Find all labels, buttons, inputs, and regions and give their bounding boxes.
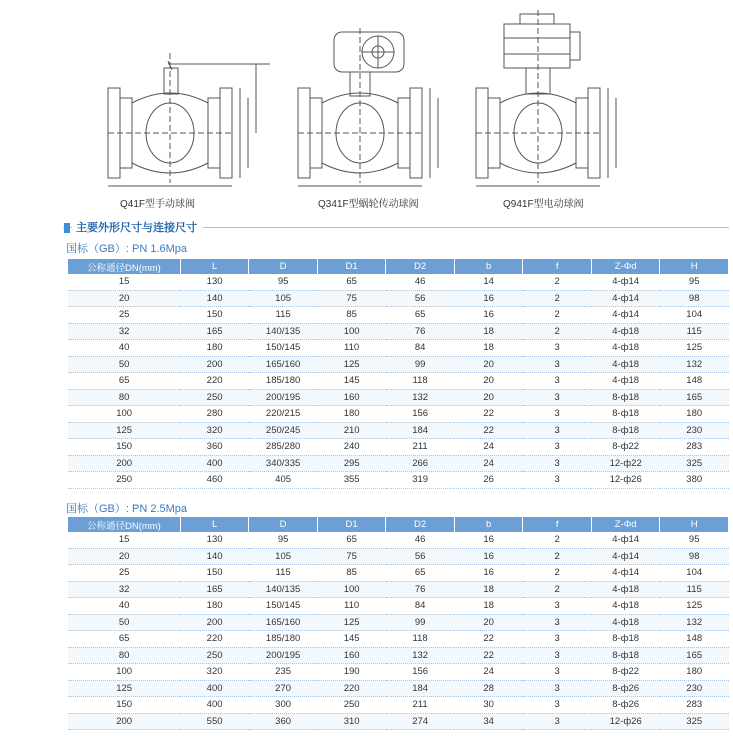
table-cell: 2 (523, 290, 592, 307)
column-header: b (454, 517, 523, 532)
table-cell: 3 (523, 664, 592, 681)
column-header: b (454, 259, 523, 274)
table-cell: 400 (180, 455, 249, 472)
table-cell: 50 (68, 356, 180, 373)
table-cell: 165 (180, 323, 249, 340)
table-row (68, 680, 729, 697)
table-row (68, 290, 729, 307)
table-cell: 98 (660, 290, 729, 307)
table-cell: 65 (317, 532, 386, 548)
table-cell: 2 (523, 307, 592, 324)
column-header: H (660, 517, 729, 532)
table-cell: 280 (180, 406, 249, 423)
table-cell: 65 (68, 373, 180, 390)
table-cell: 4-ф18 (591, 323, 660, 340)
column-header: D (249, 517, 318, 532)
column-header: L (180, 517, 249, 532)
table-cell: 4-ф14 (591, 532, 660, 548)
table-cell: 104 (660, 565, 729, 582)
table-row (68, 373, 729, 390)
table-cell: 190 (317, 664, 386, 681)
table-cell: 15 (68, 532, 180, 548)
table-cell: 3 (523, 439, 592, 456)
table-cell: 16 (454, 548, 523, 565)
table-cell: 132 (386, 389, 455, 406)
table-cell: 4-ф18 (591, 581, 660, 598)
figure-caption-worm-gear: Q341F型蜗轮传动球阀 (318, 199, 419, 210)
table-cell: 18 (454, 598, 523, 615)
table-cell: 8-ф18 (591, 389, 660, 406)
table-cell: 184 (386, 680, 455, 697)
table-cell: 26 (454, 472, 523, 489)
table-row (68, 713, 729, 730)
table-row (68, 274, 729, 290)
column-header: Z-Φd (591, 259, 660, 274)
table-cell: 360 (180, 439, 249, 456)
table-cell: 100 (68, 406, 180, 423)
table-cell: 165/160 (249, 614, 318, 631)
table-cell: 211 (386, 439, 455, 456)
table-cell: 8-ф18 (591, 406, 660, 423)
table-cell: 266 (386, 455, 455, 472)
worm-gear-ball-valve-drawing (290, 8, 450, 193)
table-cell: 8-ф26 (591, 697, 660, 714)
table-cell: 4-ф14 (591, 565, 660, 582)
table-cell: 104 (660, 307, 729, 324)
table-cell: 180 (180, 598, 249, 615)
table-cell: 18 (454, 323, 523, 340)
table-cell: 250/245 (249, 422, 318, 439)
table-cell: 132 (660, 356, 729, 373)
table-cell: 200 (180, 614, 249, 631)
table-cell: 132 (386, 647, 455, 664)
table-cell: 200 (180, 356, 249, 373)
table-cell: 65 (386, 307, 455, 324)
table-cell: 20 (68, 290, 180, 307)
table-row (68, 307, 729, 324)
table-cell: 220 (180, 373, 249, 390)
table-cell: 8-ф18 (591, 422, 660, 439)
table-cell: 56 (386, 548, 455, 565)
table-cell: 320 (180, 664, 249, 681)
table-cell: 118 (386, 631, 455, 648)
table-cell: 18 (454, 340, 523, 357)
table-cell: 22 (454, 631, 523, 648)
table-cell: 85 (317, 565, 386, 582)
column-header: L (180, 259, 249, 274)
table-cell: 285/280 (249, 439, 318, 456)
table-cell: 84 (386, 340, 455, 357)
table-cell: 20 (454, 389, 523, 406)
table-cell: 3 (523, 472, 592, 489)
table-cell: 3 (523, 598, 592, 615)
table-cell: 3 (523, 455, 592, 472)
table-cell: 3 (523, 697, 592, 714)
table-cell: 4-ф18 (591, 614, 660, 631)
table-cell: 150/145 (249, 340, 318, 357)
table-cell: 24 (454, 439, 523, 456)
column-header: 公称通径DN(mm) (68, 259, 180, 274)
table-cell: 3 (523, 373, 592, 390)
table-cell: 4-ф18 (591, 373, 660, 390)
table-cell: 85 (317, 307, 386, 324)
table-cell: 25 (68, 565, 180, 582)
table-cell: 295 (317, 455, 386, 472)
table-cell: 2 (523, 274, 592, 290)
table-cell: 115 (660, 581, 729, 598)
table-cell: 16 (454, 290, 523, 307)
table-cell: 65 (317, 274, 386, 290)
table-cell: 125 (660, 598, 729, 615)
table-cell: 380 (660, 472, 729, 489)
table-cell: 4-ф14 (591, 274, 660, 290)
table-cell: 140/135 (249, 323, 318, 340)
table-row (68, 548, 729, 565)
table-cell: 25 (68, 307, 180, 324)
table-cell: 56 (386, 290, 455, 307)
table-cell: 250 (180, 647, 249, 664)
table-cell: 20 (454, 373, 523, 390)
table-cell: 4-ф14 (591, 307, 660, 324)
table-cell: 115 (249, 565, 318, 582)
table-cell: 18 (454, 581, 523, 598)
table-row (68, 647, 729, 664)
table-cell: 100 (68, 664, 180, 681)
table-cell: 140/135 (249, 581, 318, 598)
table-cell: 12-ф22 (591, 455, 660, 472)
table-cell: 12-ф26 (591, 472, 660, 489)
table-cell: 300 (249, 697, 318, 714)
table-cell: 550 (180, 713, 249, 730)
table-cell: 3 (523, 680, 592, 697)
table-cell: 105 (249, 290, 318, 307)
table-cell: 8-ф18 (591, 647, 660, 664)
column-header: D2 (386, 517, 455, 532)
column-header: Z-Φd (591, 517, 660, 532)
table-cell: 95 (660, 274, 729, 290)
table-cell: 105 (249, 548, 318, 565)
table-cell: 3 (523, 356, 592, 373)
table-cell: 250 (317, 697, 386, 714)
table-cell: 230 (660, 422, 729, 439)
table-cell: 12-ф26 (591, 713, 660, 730)
table-cell: 32 (68, 323, 180, 340)
table-cell: 160 (317, 389, 386, 406)
column-header: D1 (317, 517, 386, 532)
table-cell: 355 (317, 472, 386, 489)
table-cell: 3 (523, 713, 592, 730)
table-cell: 125 (317, 356, 386, 373)
table-cell: 4-ф18 (591, 356, 660, 373)
table-cell: 95 (249, 274, 318, 290)
table-cell: 274 (386, 713, 455, 730)
table-cell: 3 (523, 422, 592, 439)
section-title: 主要外形尺寸与连接尺寸 (72, 221, 203, 235)
table-cell: 99 (386, 614, 455, 631)
table-cell: 80 (68, 389, 180, 406)
table-cell: 8-ф18 (591, 631, 660, 648)
column-header: 公称通径DN(mm) (68, 517, 180, 532)
table-cell: 200/195 (249, 389, 318, 406)
table-cell: 2 (523, 548, 592, 565)
table-cell: 325 (660, 713, 729, 730)
table-cell: 180 (180, 340, 249, 357)
table-cell: 3 (523, 647, 592, 664)
table-cell: 220 (317, 680, 386, 697)
column-header: H (660, 259, 729, 274)
figure-caption-electric: Q941F型电动球阀 (503, 199, 584, 210)
table-cell: 100 (317, 581, 386, 598)
table-cell: 30 (454, 697, 523, 714)
table-cell: 145 (317, 373, 386, 390)
table-cell: 310 (317, 713, 386, 730)
table-row (68, 565, 729, 582)
table-row (68, 455, 729, 472)
table-cell: 20 (454, 356, 523, 373)
table-cell: 16 (454, 532, 523, 548)
table-cell: 130 (180, 532, 249, 548)
table-cell: 156 (386, 664, 455, 681)
table-row (68, 439, 729, 456)
table-cell: 22 (454, 647, 523, 664)
table-cell: 3 (523, 614, 592, 631)
table-cell: 220/215 (249, 406, 318, 423)
table-cell: 3 (523, 340, 592, 357)
column-header: f (523, 259, 592, 274)
column-header: D (249, 259, 318, 274)
table-cell: 14 (454, 274, 523, 290)
table-row (68, 664, 729, 681)
table-cell: 110 (317, 340, 386, 357)
table-cell: 211 (386, 697, 455, 714)
table-cell: 125 (68, 680, 180, 697)
table-cell: 4-ф14 (591, 290, 660, 307)
table-row (68, 614, 729, 631)
table-cell: 160 (317, 647, 386, 664)
table-cell: 2 (523, 323, 592, 340)
table-cell: 200 (68, 455, 180, 472)
table-cell: 2 (523, 565, 592, 582)
table-cell: 75 (317, 290, 386, 307)
table-cell: 2 (523, 581, 592, 598)
table-cell: 325 (660, 455, 729, 472)
table-cell: 100 (317, 323, 386, 340)
table-cell: 2 (523, 532, 592, 548)
table-cell: 148 (660, 631, 729, 648)
table-cell: 165/160 (249, 356, 318, 373)
table-cell: 405 (249, 472, 318, 489)
table-cell: 16 (454, 565, 523, 582)
table-cell: 180 (317, 406, 386, 423)
dimension-table-pn16 (68, 259, 729, 489)
table-row (68, 697, 729, 714)
table-cell: 20 (68, 548, 180, 565)
table-cell: 148 (660, 373, 729, 390)
table-cell: 200 (68, 713, 180, 730)
table-cell: 115 (660, 323, 729, 340)
table-cell: 200/195 (249, 647, 318, 664)
dimension-table-pn25 (68, 517, 729, 730)
table-cell: 145 (317, 631, 386, 648)
table-cell: 125 (317, 614, 386, 631)
table-cell: 76 (386, 323, 455, 340)
table-cell: 4-ф14 (591, 548, 660, 565)
table-cell: 270 (249, 680, 318, 697)
table-cell: 235 (249, 664, 318, 681)
table-cell: 180 (660, 664, 729, 681)
figure-caption-manual: Q41F型手动球阀 (120, 199, 196, 210)
table-cell: 210 (317, 422, 386, 439)
table-cell: 185/180 (249, 631, 318, 648)
table-cell: 40 (68, 598, 180, 615)
table-cell: 24 (454, 664, 523, 681)
table-cell: 8-ф26 (591, 680, 660, 697)
table-cell: 165 (660, 389, 729, 406)
manual-ball-valve-drawing (100, 8, 270, 193)
table-cell: 118 (386, 373, 455, 390)
table-cell: 28 (454, 680, 523, 697)
table-cell: 125 (660, 340, 729, 357)
table-cell: 65 (386, 565, 455, 582)
table-cell: 3 (523, 406, 592, 423)
table-cell: 132 (660, 614, 729, 631)
table-cell: 34 (454, 713, 523, 730)
table-cell: 84 (386, 598, 455, 615)
table-cell: 46 (386, 532, 455, 548)
table-cell: 46 (386, 274, 455, 290)
column-header: f (523, 517, 592, 532)
table-cell: 156 (386, 406, 455, 423)
table-cell: 4-ф18 (591, 340, 660, 357)
table-cell: 340/335 (249, 455, 318, 472)
table-row (68, 340, 729, 357)
table-row (68, 323, 729, 340)
table-cell: 8-ф22 (591, 439, 660, 456)
table-cell: 32 (68, 581, 180, 598)
table-cell: 283 (660, 697, 729, 714)
table-cell: 76 (386, 581, 455, 598)
table-row (68, 581, 729, 598)
table-cell: 184 (386, 422, 455, 439)
table-cell: 125 (68, 422, 180, 439)
table-cell: 80 (68, 647, 180, 664)
table-cell: 65 (68, 631, 180, 648)
table-cell: 240 (317, 439, 386, 456)
table-cell: 360 (249, 713, 318, 730)
table-cell: 150 (180, 307, 249, 324)
table-cell: 40 (68, 340, 180, 357)
table-row (68, 598, 729, 615)
table-row (68, 406, 729, 423)
table-cell: 115 (249, 307, 318, 324)
table-cell: 95 (249, 532, 318, 548)
table-cell: 20 (454, 614, 523, 631)
table-cell: 95 (660, 532, 729, 548)
table-cell: 8-ф22 (591, 664, 660, 681)
table-cell: 400 (180, 697, 249, 714)
table-cell: 140 (180, 548, 249, 565)
column-header: D2 (386, 259, 455, 274)
table-cell: 110 (317, 598, 386, 615)
table-cell: 165 (180, 581, 249, 598)
table-cell: 75 (317, 548, 386, 565)
table-cell: 150 (180, 565, 249, 582)
table-cell: 99 (386, 356, 455, 373)
table-cell: 220 (180, 631, 249, 648)
table-cell: 22 (454, 406, 523, 423)
table-cell: 320 (180, 422, 249, 439)
table-cell: 180 (660, 406, 729, 423)
table-cell: 230 (660, 680, 729, 697)
table-cell: 22 (454, 422, 523, 439)
table-cell: 319 (386, 472, 455, 489)
table-cell: 130 (180, 274, 249, 290)
table-cell: 3 (523, 631, 592, 648)
table-cell: 98 (660, 548, 729, 565)
table-cell: 24 (454, 455, 523, 472)
table-cell: 150 (68, 697, 180, 714)
table-cell: 150 (68, 439, 180, 456)
table-cell: 283 (660, 439, 729, 456)
table-cell: 4-ф18 (591, 598, 660, 615)
table-row (68, 631, 729, 648)
table-row (68, 356, 729, 373)
electric-ball-valve-drawing (468, 8, 628, 193)
standard-label-pn16: 国标（GB）: PN 1.6Mpa (66, 243, 188, 255)
table-row (68, 389, 729, 406)
table-cell: 16 (454, 307, 523, 324)
table-cell: 250 (180, 389, 249, 406)
table-row (68, 422, 729, 439)
standard-label-pn25: 国标（GB）: PN 2.5Mpa (66, 503, 188, 515)
table-cell: 400 (180, 680, 249, 697)
table-cell: 3 (523, 389, 592, 406)
column-header: D1 (317, 259, 386, 274)
table-cell: 250 (68, 472, 180, 489)
table-cell: 460 (180, 472, 249, 489)
table-row (68, 472, 729, 489)
table-cell: 140 (180, 290, 249, 307)
table-cell: 50 (68, 614, 180, 631)
table-cell: 150/145 (249, 598, 318, 615)
table-cell: 15 (68, 274, 180, 290)
table-cell: 185/180 (249, 373, 318, 390)
table-row (68, 532, 729, 548)
table-cell: 165 (660, 647, 729, 664)
